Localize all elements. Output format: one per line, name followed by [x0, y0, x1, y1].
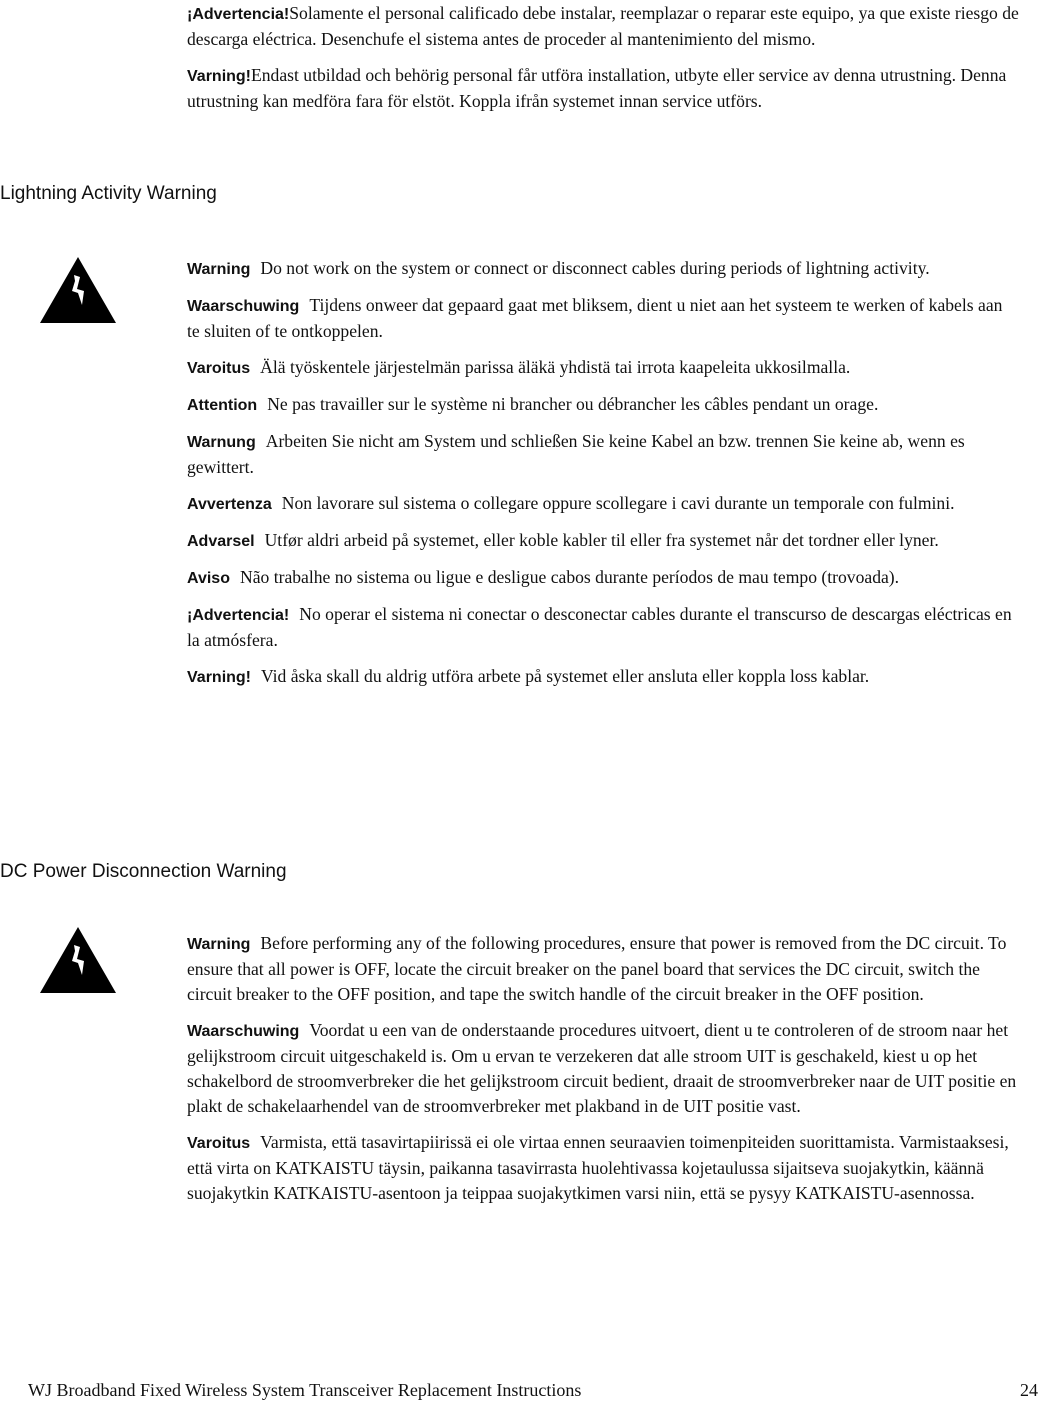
- page-number: 24: [1020, 1380, 1038, 1400]
- warning-paragraph: [187, 293, 1017, 344]
- warning-paragraph: [187, 528, 1017, 554]
- warning-text: Solamente el personal calificado debe instalar, reemplazar o reparar este equipo, ya que existe riesgo de descarga eléctrica. Desenchufe el sistema antes de proceder al mantenimiento del mismo.: [187, 3, 1019, 49]
- warning-text: Ne pas travailler sur le système ni brancher ou débrancher les câbles pendant un orage.: [267, 394, 879, 414]
- warning-text: Before performing any of the following procedures, ensure that power is removed from the DC circuit. To ensure that all power is OFF, locate the circuit breaker on the panel board that services the DC circuit, switch the circuit breaker to the OFF position, and tape the switch handle of the circuit breaker in the OFF position.: [187, 933, 1007, 1004]
- warning-label: ¡Advertencia!: [187, 6, 290, 23]
- warning-paragraph: [187, 256, 1017, 282]
- warning-text: Não trabalhe no sistema ou ligue e desligue cabos durante períodos de mau tempo (trovoada).: [239, 567, 900, 587]
- warning-label: Varoitus: [187, 1135, 251, 1152]
- warning-label: Waarschuwing: [187, 298, 300, 315]
- footer-document-title: WJ Broadband Fixed Wireless System Transceiver Replacement Instructions: [28, 1380, 582, 1400]
- warning-label: Warning: [187, 936, 251, 953]
- warning-paragraph: [187, 931, 1017, 1007]
- warning-text: Do not work on the system or connect or disconnect cables during periods of lightning activity.: [260, 258, 930, 278]
- warning-text: Vid åska skall du aldrig utföra arbete på systemet eller ansluta eller koppla loss kablar.: [261, 666, 870, 686]
- warning-label: Advarsel: [187, 533, 255, 550]
- warning-label: Warnung: [187, 434, 256, 451]
- warning-label: Varning!: [187, 669, 252, 686]
- warning-paragraph: [187, 392, 1017, 418]
- warning-text: Non lavorare sul sistema o collegare oppure scollegare i cavi durante un temporale con fulmini.: [281, 493, 955, 513]
- electrical-warning-triangle-icon: [38, 925, 118, 995]
- intro-warnings: [187, 1, 1047, 125]
- lightning-warnings: [187, 256, 1017, 701]
- warning-paragraph: [187, 1130, 1017, 1206]
- intro-paragraph: [187, 1, 1047, 52]
- warning-text: Älä työskentele järjestelmän parissa äläkä yhdistä tai irrota kaapeleita ukkosilmalla.: [260, 357, 851, 377]
- warning-label: Aviso: [187, 570, 230, 587]
- warning-label: Warning: [187, 261, 251, 278]
- warning-text: Voordat u een van de onderstaande procedures uitvoert, dient u te controleren of de stroom naar het gelijkstroom circuit uitgeschakeld is. Om u ervan te verzekeren dat alle stroom UIT is geschakeld, kiest u op het schakelbord de stroomverbreker die het gelijkstroom circuit bedient, draait de stroomverbreker naar de UIT positie en plakt de schakelaarhendel van de stroomverbreker met plakband in de UIT positie vast.: [187, 1020, 1017, 1116]
- warning-label: ¡Advertencia!: [187, 607, 290, 624]
- warning-text: No operar el sistema ni conectar o desconectar cables durante el transcurso de descargas eléctricas en la atmósfera.: [187, 604, 1012, 650]
- warning-text: Varmista, että tasavirtapiirissä ei ole virtaa ennen seuraavien toimenpiteiden suorittamista. Varmistaaksesi, että virta on KATKAISTU täysin, paikanna tasavirrasta huolehtivassa kojetaulussa sijaitseva suojakytkin, käännä suojakytkin KATKAISTU-asentoon ja teippaa suojakytkimen varsi niin, että se pysyy KATKAISTU-asennossa.: [187, 1132, 1009, 1203]
- section-heading-dc-power: DC Power Disconnection Warning: [0, 861, 287, 882]
- warning-label: Varning!: [187, 68, 252, 85]
- warning-text: Endast utbildad och behörig personal får utföra installation, utbyte eller service av denna utrustning. Denna utrustning kan medföra fara för elstöt. Koppla ifrån systemet innan service utförs.: [187, 65, 1007, 111]
- warning-label: Attention: [187, 397, 258, 414]
- warning-paragraph: [187, 429, 1017, 480]
- warning-paragraph: [187, 664, 1017, 690]
- warning-paragraph: [187, 565, 1017, 591]
- warning-label: Varoitus: [187, 360, 251, 377]
- warning-paragraph: [187, 491, 1017, 517]
- warning-paragraph: [187, 355, 1017, 381]
- warning-paragraph: [187, 602, 1017, 653]
- warning-label: Waarschuwing: [187, 1023, 300, 1040]
- warning-paragraph: [187, 1018, 1017, 1119]
- dc-power-warnings: [187, 931, 1017, 1217]
- warning-label: Avvertenza: [187, 496, 272, 513]
- warning-text: Tijdens onweer dat gepaard gaat met bliksem, dient u niet aan het systeem te werken of kabels aan te sluiten of te ontkoppelen.: [187, 295, 1003, 341]
- intro-paragraph: [187, 63, 1007, 114]
- warning-text: Utfør aldri arbeid på systemet, eller koble kabler til eller fra systemet når det tordner eller lyner.: [264, 530, 939, 550]
- lightning-warning-triangle-icon: [38, 255, 118, 325]
- section-heading-lightning: Lightning Activity Warning: [0, 183, 217, 204]
- warning-text: Arbeiten Sie nicht am System und schließen Sie keine Kabel an bzw. trennen Sie keine ab, wenn es gewittert.: [187, 431, 965, 477]
